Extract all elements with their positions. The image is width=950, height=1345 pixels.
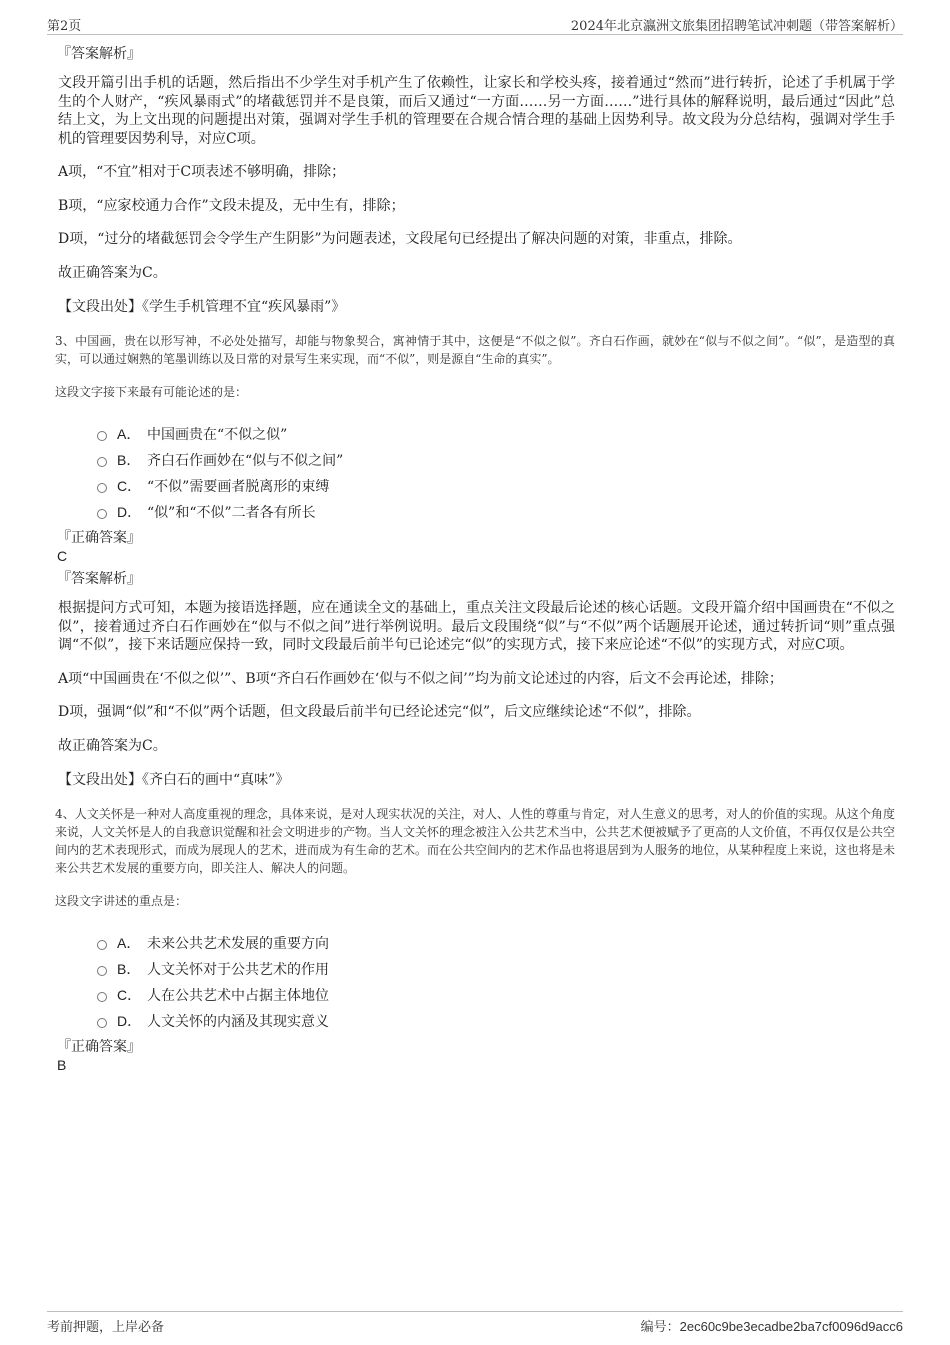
page-content: [55, 44, 895, 1078]
document-id-value: 2ec60c9be3ecadbe2ba7cf0096d9acc6: [679, 1319, 903, 1334]
option-text: 人文关怀的内涵及其现实意义: [147, 1014, 329, 1030]
option-key: A．: [117, 935, 141, 951]
radio-button-icon[interactable]: [97, 483, 107, 493]
radio-button-icon[interactable]: [97, 457, 107, 467]
analysis-paragraph: A项，“不宜”相对于C项表述不够明确，排除；: [58, 164, 346, 180]
option-text: 人文关怀对于公共艺术的作用: [147, 962, 329, 978]
source-citation: 【文段出处】《齐白石的画中“真味”》: [58, 772, 290, 788]
option-text: 未来公共艺术发展的重要方向: [147, 936, 329, 952]
analysis-paragraph: D项，“过分的堵截惩罚会令学生产生阴影”为问题表述，文段尾句已经提出了解决问题的对策，非重点，排除。: [58, 231, 742, 247]
option-key: D．: [117, 1013, 142, 1029]
radio-button-icon[interactable]: [97, 966, 107, 976]
analysis-paragraph: A项“中国画贵在‘不似之似’”、B项“齐白石作画妙在‘似与不似之间’”均为前文论述过的内容，后文不会再论述，排除；: [58, 670, 783, 687]
analysis-paragraph: B项，“应家校通力合作”文段未提及，无中生有，排除；: [58, 197, 405, 214]
question-3-prompt: 这段文字接下来最有可能论述的是：: [55, 385, 248, 399]
option-key: A．: [117, 426, 141, 442]
analysis-paragraph: D项，强调“似”和“不似”两个话题，但文段最后前半句已经论述完“似”，后文应继续论述“不似”，排除。: [58, 704, 701, 720]
option-c[interactable]: [97, 982, 895, 1008]
analysis-paragraph: 文段开篇引出手机的话题，然后指出不少学生对手机产生了依赖性，让家长和学校头疼，接着通过“然而”进行转折，论述了手机属于学生的个人财产，“疾风暴雨式”的堵截惩罚并不是良策，而后又通过“一方面……另一方面……”进行具体的解释说明，最后通过“因此”总结上文，为上文出现的问题提出对策，强调对学生手机的管理要在合规合情合理的基础上因势利导。故文段为分总结构，强调对学生手机的管理要因势利导，对应C项。: [58, 75, 895, 147]
analysis-paragraph: 故正确答案为C。: [58, 737, 167, 754]
radio-button-icon[interactable]: [97, 431, 107, 441]
question-4-options: [97, 930, 895, 1034]
analysis-label: 『答案解析』: [57, 571, 141, 587]
option-a[interactable]: [97, 930, 895, 956]
option-text: “不似”需要画者脱离形的束缚: [147, 479, 330, 495]
question-3-text: 3、中国画，贵在以形写神，不必处处描写，却能与物象契合，寓神情于其中，这便是“不似之似”。齐白石作画，就妙在“似与不似之间”。“似”，是造型的真实，可以通过娴熟的笔墨训练以及日常的对景写生来实现，而“不似”，则是源自“生命的真实”。: [55, 334, 895, 366]
source-citation: 【文段出处】《学生手机管理不宜“疾风暴雨”》: [58, 299, 346, 315]
radio-button-icon[interactable]: [97, 1018, 107, 1028]
option-c[interactable]: [97, 473, 895, 499]
option-text: “似”和“不似”二者各有所长: [147, 505, 316, 521]
question-3-options: [97, 421, 895, 525]
option-key: B．: [117, 961, 141, 977]
footer-slogan: 考前押题，上岸必备: [47, 1320, 165, 1335]
correct-answer-label: 『正确答案』: [57, 530, 141, 546]
document-id-label: 编号：: [640, 1320, 680, 1335]
question-4-text: 4、人文关怀是一种对人高度重视的理念，具体来说，是对人现实状况的关注，对人、人性的尊重与肯定，对人生意义的思考，对人的价值的实现。从这个角度来说，人文关怀是人的自我意识觉醒和社会文明进步的产物。当人文关怀的理念被注入公共艺术当中，公共艺术便被赋予了更高的人文价值，不再仅仅是公共空间内的艺术表现形式，而成为展现人的艺术，进而成为有生命的艺术。而在公共空间内的艺术作品也将退居到为人服务的地位，从某种程度上来说，这也将是未来公共艺术发展的重要方向，即关注人、解决人的问题。: [55, 807, 896, 875]
option-key: B．: [117, 452, 141, 468]
option-text: 齐白石作画妙在“似与不似之间”: [147, 453, 344, 469]
question-4-prompt: 这段文字讲述的重点是：: [55, 894, 188, 908]
option-key: D．: [117, 504, 142, 520]
analysis-paragraph: 根据提问方式可知，本题为接语选择题，应在通读全文的基础上，重点关注文段最后论述的核心话题。文段开篇介绍中国画贵在“不似之似”，接着通过齐白石作画妙在“似与不似之间”进行举例说明。最后文段围绕“似”与“不似”两个话题展开论述，通过转折词“则”重点强调“不似”，接下来话题应保持一致，同时文段最后前半句已论述完“似”的实现方式，接下来应论述“不似”的实现方式，对应C项。: [58, 600, 895, 653]
analysis-label: 『答案解析』: [57, 46, 141, 62]
page-number: 第2页: [47, 19, 82, 34]
analysis-paragraph: 故正确答案为C。: [58, 264, 167, 281]
document-id: [641, 1316, 903, 1335]
option-d[interactable]: [97, 1008, 895, 1034]
correct-answer-label: 『正确答案』: [57, 1039, 141, 1055]
correct-answer: C: [57, 548, 68, 564]
page-footer: [47, 1311, 903, 1334]
option-a[interactable]: [97, 421, 895, 447]
document-title: 2024年北京瀛洲文旅集团招聘笔试冲刺题（带答案解析）: [570, 19, 903, 34]
option-b[interactable]: [97, 956, 895, 982]
option-b[interactable]: [97, 447, 895, 473]
option-key: C．: [117, 987, 142, 1003]
option-text: 中国画贵在“不似之似”: [147, 427, 288, 443]
option-key: C．: [117, 478, 142, 494]
page-header: [47, 12, 903, 35]
option-text: 人在公共艺术中占据主体地位: [147, 988, 329, 1004]
radio-button-icon[interactable]: [97, 940, 107, 950]
radio-button-icon[interactable]: [97, 992, 107, 1002]
radio-button-icon[interactable]: [97, 509, 107, 519]
option-d[interactable]: [97, 499, 895, 525]
correct-answer: B: [57, 1057, 67, 1073]
